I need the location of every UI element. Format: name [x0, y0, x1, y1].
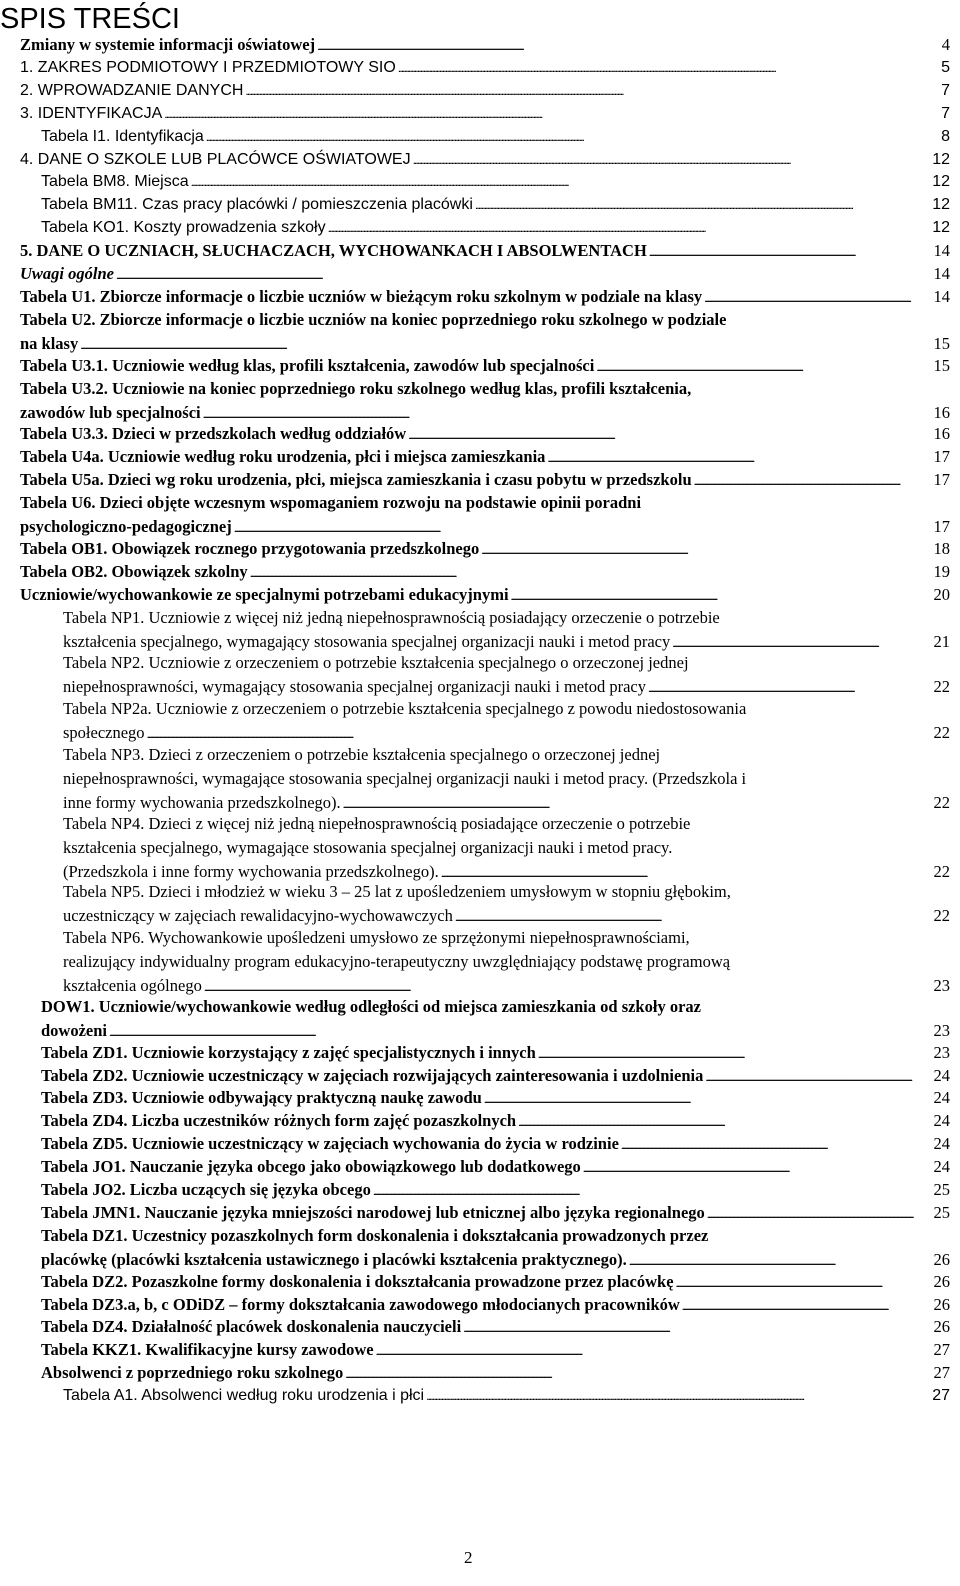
toc-entry[interactable]: [20, 468, 950, 492]
toc-dot-leader: [413, 148, 931, 172]
toc-entry-line: [41, 1064, 950, 1088]
toc-entry-title: Tabela ZD5. Uczniowie uczestniczący w zajęciach wychowania do życia w rodzinie: [41, 1134, 619, 1154]
toc-dot-leader: [426, 1384, 930, 1408]
toc-page-number: 14: [933, 264, 950, 283]
toc-dot-leader: [408, 422, 931, 447]
toc-entry-line: [20, 285, 950, 309]
toc-entry-line: [20, 262, 950, 286]
toc-page-number: 24: [933, 1157, 950, 1177]
toc-entry-line: [41, 1361, 950, 1385]
toc-entry-title: Tabela DZ2. Pozaszkolne formy doskonalenia i dokształcania prowadzone przez placówkę: [41, 1271, 674, 1291]
toc-entry[interactable]: [63, 743, 950, 815]
toc-entry-line: [41, 1338, 950, 1362]
toc-page-number: 18: [933, 538, 950, 558]
toc-entry-title: 2. WPROWADZANIE DANYCH: [20, 81, 244, 99]
toc-entry-line: [20, 468, 950, 492]
toc-page-number: 12: [932, 219, 950, 237]
toc-entry-line: [20, 102, 950, 126]
toc-entry-line: [41, 170, 950, 194]
toc-entry-line: [41, 1019, 950, 1043]
toc-entry-title: Tabela OB2. Obowiązek szkolny: [20, 561, 248, 581]
toc-entry-title: 3. IDENTYFIKACJA: [20, 104, 163, 122]
toc-entry[interactable]: [41, 193, 950, 217]
toc-entry-title: Tabela DZ4. Działalność placówek doskonalenia nauczycieli: [41, 1317, 462, 1337]
toc-entry-title: Tabela U4a. Uczniowie według roku urodzenia, płci i miejsca zamieszkania: [20, 447, 546, 467]
toc-entry-line: [20, 560, 950, 584]
toc-entry[interactable]: [41, 1155, 950, 1179]
toc-dot-leader: [328, 216, 931, 240]
page-title: SPIS TREŚCI: [0, 3, 180, 35]
toc-entry[interactable]: [20, 560, 950, 584]
toc-entry-line: [63, 1384, 950, 1408]
toc-entry-title: niepełnosprawności, wymagające stosowania specjalnej organizacji nauki i metod pracy. (Przedszkola i: [63, 768, 747, 788]
toc-entry-line: [20, 583, 950, 607]
toc-page-number: 22: [933, 906, 950, 926]
toc-page-number: 14: [933, 241, 950, 261]
toc-entry-title: Tabela DZ3.a, b, c ODiDZ – formy dokształcania zawodowego młodocianych pracowników: [41, 1294, 680, 1314]
toc-dot-leader: [676, 1270, 932, 1295]
toc-entry-line: [63, 836, 950, 860]
toc-entry-line: [63, 880, 950, 904]
toc-entry-line: [63, 904, 950, 928]
toc-entry-line: [41, 125, 950, 149]
toc-entry-title: Uczniowie/wychowankowie ze specjalnymi potrzebami edukacyjnymi: [20, 584, 509, 604]
toc-page-number: 4: [941, 35, 950, 54]
toc-page-number: 7: [941, 81, 950, 99]
toc-page-number: 22: [933, 723, 950, 743]
toc-entry[interactable]: [20, 285, 950, 309]
toc-page-number: 16: [933, 402, 950, 422]
toc-entry-title: Tabela NP1. Uczniowie z więcej niż jedną niepełnosprawnością posiadający orzeczenie o potrzebie: [63, 607, 720, 627]
toc-entry[interactable]: [20, 537, 950, 561]
toc-entry-title: Tabela U1. Zbiorcze informacje o liczbie uczniów w bieżącym roku szkolnym w podziale na klasy: [20, 286, 703, 306]
toc-page-number: 20: [933, 584, 950, 604]
toc-dot-leader: [481, 537, 931, 562]
toc-entry-title: niepełnosprawności, wymagający stosowania specjalnej organizacji nauki i metod pracy: [63, 677, 646, 697]
toc-entry-line: [63, 630, 950, 654]
toc-dot-leader: [398, 56, 939, 80]
toc-dot-leader: [694, 468, 932, 493]
toc-entry-title: (Przedszkola i inne formy wychowania przedszkolnego).: [63, 861, 439, 881]
toc-entry-line: [20, 491, 950, 515]
toc-entry[interactable]: [41, 1338, 950, 1362]
toc-entry-title: Tabela U5a. Dzieci wg roku urodzenia, płci, miejsca zamieszkania i czasu pobytu w przedszkolu: [20, 470, 692, 490]
toc-entry[interactable]: [63, 697, 950, 745]
toc-entry-title: Tabela ZD4. Liczba uczestników różnych form zajęć pozaszkolnych: [41, 1111, 517, 1131]
toc-page-number: 27: [933, 1363, 950, 1383]
toc-entry-title: Tabela NP6. Wychowankowie upośledzeni umysłowo ze sprzężonymi niepełnosprawnościami,: [63, 928, 690, 948]
toc-page-number: 25: [933, 1202, 950, 1222]
toc-dot-leader: [707, 1201, 932, 1226]
toc-entry-title: Tabela BM8. Miejsca: [41, 173, 189, 191]
toc-entry-title: Tabela NP2a. Uczniowie z orzeczeniem o potrzebie kształcenia specjalnego z powodu niedostosowania: [63, 699, 747, 719]
toc-dot-leader: [164, 102, 939, 126]
toc-entry[interactable]: [20, 79, 950, 103]
toc-dot-leader: [116, 262, 932, 287]
toc-page-number: 23: [933, 976, 950, 996]
toc-entry-title: Zmiany w systemie informacji oświatowej: [20, 35, 316, 54]
toc-entry-line: [41, 1178, 950, 1202]
toc-entry-line: [20, 56, 950, 80]
toc-entry[interactable]: [20, 308, 950, 356]
toc-entry[interactable]: [20, 33, 950, 57]
toc-entry-line: [20, 537, 950, 561]
toc-entry[interactable]: [20, 102, 950, 126]
toc-entry-line: [63, 721, 950, 745]
toc-entry[interactable]: [41, 1315, 950, 1339]
toc-page-number: 27: [933, 1340, 950, 1360]
toc-dot-leader: [484, 1086, 932, 1111]
toc-entry-title: Tabela NP4. Dzieci z więcej niż jedną niepełnosprawnością posiadające orzeczenie o potrzebie: [63, 813, 691, 833]
toc-entry-line: [20, 308, 950, 332]
toc-entry-line: [41, 1041, 950, 1065]
toc-entry[interactable]: [41, 1270, 950, 1294]
toc-entry-title: Tabela DZ1. Uczestnicy pozaszkolnych form doskonalenia i dokształcania prowadzonych przez: [41, 1225, 709, 1245]
toc-entry-title: społecznego: [63, 723, 145, 743]
toc-dot-leader: [538, 1041, 932, 1066]
toc-entry-title: 1. ZAKRES PODMIOTOWY I PRZEDMIOTOWY SIO: [20, 58, 396, 76]
toc-entry[interactable]: [63, 926, 950, 998]
toc-entry[interactable]: [63, 880, 950, 928]
toc-page-number: 23: [933, 1020, 950, 1040]
toc-entry-line: [41, 1224, 950, 1248]
toc-entry[interactable]: [63, 606, 950, 654]
toc-entry[interactable]: [20, 239, 950, 263]
toc-entry-title: Tabela A1. Absolwenci według roku urodzenia i płci: [63, 1387, 425, 1405]
toc-dot-leader: [682, 1293, 932, 1318]
toc-page-number: 26: [933, 1317, 950, 1337]
toc-entry-title: realizujący indywidualny program edukacyjno-terapeutyczny uwzględniający podstawę programową: [63, 952, 731, 972]
toc-entry[interactable]: [41, 1109, 950, 1133]
toc-entry-title: Tabela U3.2. Uczniowie na koniec poprzedniego roku szkolnego według klas, profili kształcenia,: [20, 378, 692, 398]
toc-entry-line: [41, 995, 950, 1019]
toc-entry-line: [20, 377, 950, 401]
toc-page-number: 12: [932, 196, 950, 214]
toc-entry[interactable]: [20, 262, 950, 286]
toc-page-number: 19: [933, 561, 950, 581]
toc-entry-title: Absolwenci z poprzedniego roku szkolnego: [41, 1363, 344, 1383]
toc-entry[interactable]: [41, 1361, 950, 1385]
toc-entry-title: kształcenia specjalnego, wymagające stosowania specjalnej organizacji nauki i metod pracy.: [63, 837, 673, 857]
toc-entry-title: Tabela NP3. Dzieci z orzeczeniem o potrzebie kształcenia specjalnego o orzeczonej jednej: [63, 744, 661, 764]
toc-page-number: 21: [933, 631, 950, 651]
toc-dot-leader: [373, 1178, 932, 1203]
toc-entry-line: [63, 697, 950, 721]
toc-entry-title: Tabela U6. Dzieci objęte wczesnym wspomaganiem rozwoju na podstawie opinii poradni: [20, 493, 642, 512]
page-number: 2: [464, 1548, 473, 1567]
toc-page-number: 5: [941, 58, 950, 76]
toc-entry-title: placówkę (placówki kształcenia ustawicznego i placówki kształcenia praktycznego).: [41, 1249, 627, 1269]
toc-page-number: 23: [933, 1042, 950, 1062]
toc-entry-line: [20, 239, 950, 263]
toc-entry[interactable]: [20, 422, 950, 446]
toc-page-number: 16: [933, 424, 950, 444]
toc-entry[interactable]: [41, 1293, 950, 1317]
toc-page-number: 24: [933, 1088, 950, 1108]
toc-entry[interactable]: [20, 445, 950, 469]
toc-entry-line: [63, 606, 950, 630]
toc-page-number: 22: [933, 677, 950, 697]
toc-entry-line: [41, 1315, 950, 1339]
toc-entry-title: Tabela JO1. Nauczanie języka obcego jako obowiązkowego lub dodatkowego: [41, 1157, 581, 1177]
toc-dot-leader: [583, 1155, 932, 1180]
toc-entry-line: [63, 675, 950, 699]
toc-entry-title: Tabela ZD1. Uczniowie korzystający z zajęć specjalistycznych i innych: [41, 1042, 536, 1062]
toc-entry-line: [41, 193, 950, 217]
toc-dot-leader: [621, 1132, 932, 1157]
toc-dot-leader: [518, 1109, 931, 1134]
toc-dot-leader: [475, 193, 930, 217]
toc-entry-line: [20, 445, 950, 469]
toc-entry-line: [20, 354, 950, 378]
toc-entry-title: kształcenia ogólnego: [63, 976, 202, 996]
toc-entry-title: Tabela U3.3. Dzieci w przedszkolach według oddziałów: [20, 424, 407, 444]
toc-entry-line: [41, 1248, 950, 1272]
toc-page-number: 8: [941, 127, 950, 145]
toc-entry-line: [41, 1132, 950, 1156]
toc-entry-title: 4. DANE O SZKOLE LUB PLACÓWCE OŚWIATOWEJ: [20, 150, 411, 168]
toc-entry-line: [63, 743, 950, 767]
toc-entry-title: inne formy wychowania przedszkolnego).: [63, 792, 341, 812]
toc-entry-line: [41, 1270, 950, 1294]
toc-entry-title: Tabela JO2. Liczba uczących się języka obcego: [41, 1180, 371, 1199]
toc-page-number: 17: [933, 517, 950, 536]
toc-page-number: 15: [933, 333, 950, 353]
toc-page-number: 25: [933, 1180, 950, 1199]
toc-entry-line: [41, 1086, 950, 1110]
toc-entry-title: 5. DANE O UCZNIACH, SŁUCHACZACH, WYCHOWANKACH I ABSOLWENTACH: [20, 241, 647, 261]
toc-dot-leader: [704, 285, 931, 310]
toc-entry-title: Tabela NP2. Uczniowie z orzeczeniem o potrzebie kształcenia specjalnego o orzeczonej jednej: [63, 653, 689, 673]
toc-entry-line: [20, 148, 950, 172]
toc-page-number: 7: [941, 104, 950, 122]
toc-dot-leader: [250, 560, 932, 585]
toc-entry-title: kształcenia specjalnego, wymagający stosowania specjalnej organizacji nauki i metod pracy: [63, 631, 671, 651]
toc-entry-line: [63, 812, 950, 836]
toc-entry-line: [20, 33, 950, 57]
toc-entry-title: Tabela JMN1. Nauczanie języka mniejszości narodowej lub etnicznej albo języka regionalnego: [41, 1202, 705, 1222]
toc-entry[interactable]: [63, 651, 950, 699]
toc-dot-leader: [345, 1361, 931, 1386]
toc-entry-title: Tabela U2. Zbiorcze informacje o liczbie uczniów na koniec poprzedniego roku szkolnego w podziale: [20, 309, 727, 329]
toc-entry-title: Tabela KKZ1. Kwalifikacyjne kursy zawodowe: [41, 1340, 374, 1360]
toc-page-number: 12: [932, 173, 950, 191]
toc-dot-leader: [705, 1064, 931, 1089]
toc-entry-title: Tabela I1. Identyfikacja: [41, 127, 204, 145]
toc-dot-leader: [511, 583, 932, 608]
toc-entry-line: [41, 1201, 950, 1225]
toc-entry[interactable]: [41, 1201, 950, 1225]
toc-page-number: 12: [932, 150, 950, 168]
toc-entry-title: zawodów lub specjalności: [20, 402, 201, 422]
toc-entry-title: DOW1. Uczniowie/wychowankowie według odległości od miejsca zamieszkania od szkoły oraz: [41, 996, 701, 1016]
toc-page-number: 14: [933, 286, 950, 306]
toc-page-number: 26: [933, 1294, 950, 1314]
toc-entry-line: [20, 332, 950, 356]
toc-entry-title: Uwagi ogólne: [20, 264, 114, 283]
toc-entry[interactable]: [20, 148, 950, 172]
toc-entry-title: na klasy: [20, 333, 79, 353]
toc-entry[interactable]: [20, 354, 950, 378]
toc-entry[interactable]: [41, 995, 950, 1043]
toc-entry-line: [63, 926, 950, 950]
toc-entry[interactable]: [41, 216, 950, 240]
toc-entry[interactable]: [63, 1384, 950, 1408]
toc-entry-title: psychologiczno-pedagogicznej: [20, 517, 232, 536]
toc-page-number: 17: [933, 470, 950, 490]
toc-entry-line: [63, 651, 950, 675]
toc-page-number: 22: [933, 792, 950, 812]
toc-entry-line: [20, 401, 950, 425]
toc-dot-leader: [191, 170, 931, 194]
toc-entry-title: Tabela NP5. Dzieci i młodzież w wieku 3 – 25 lat z upośledzeniem umysłowym w stopniu głębokim,: [63, 882, 731, 902]
toc-dot-leader: [547, 445, 931, 470]
toc-page-number: 17: [933, 447, 950, 467]
toc-page-number: 15: [933, 355, 950, 375]
toc-entry-title: Tabela ZD2. Uczniowie uczestniczący w zajęciach rozwijających zainteresowania i uzdolnienia: [41, 1065, 704, 1085]
toc-dot-leader: [649, 239, 932, 264]
toc-dot-leader: [463, 1315, 931, 1340]
toc-entry[interactable]: [41, 1224, 950, 1272]
toc-entry-line: [41, 1155, 950, 1179]
toc-entry-line: [20, 515, 950, 539]
toc-page-number: 24: [933, 1134, 950, 1154]
toc-page-number: 26: [933, 1271, 950, 1291]
toc-entry-title: Tabela ZD3. Uczniowie odbywający praktyczną naukę zawodu: [41, 1088, 482, 1108]
toc-dot-leader: [596, 354, 931, 379]
toc-page-number: 24: [933, 1065, 950, 1085]
toc-dot-leader: [376, 1338, 932, 1363]
toc-page-number: 27: [932, 1387, 950, 1405]
toc-entry-line: [20, 79, 950, 103]
toc-entry[interactable]: [41, 170, 950, 194]
toc-entry[interactable]: [63, 812, 950, 884]
toc-entry[interactable]: [41, 1178, 950, 1202]
toc-entry[interactable]: [20, 583, 950, 607]
toc-entry-title: Tabela OB1. Obowiązek rocznego przygotowania przedszkolnego: [20, 538, 480, 558]
toc-entry[interactable]: [41, 1064, 950, 1088]
toc-entry[interactable]: [41, 125, 950, 149]
toc-dot-leader: [245, 79, 939, 103]
toc-entry-line: [63, 767, 950, 791]
toc-dot-leader: [317, 33, 940, 58]
toc-entry[interactable]: [20, 491, 950, 539]
toc-entry[interactable]: [20, 56, 950, 80]
toc-entry[interactable]: [41, 1132, 950, 1156]
toc-entry-line: [41, 1109, 950, 1133]
toc-page-number: 24: [933, 1111, 950, 1131]
toc-entry-title: Tabela BM11. Czas pracy placówki / pomieszczenia placówki: [41, 196, 473, 214]
toc-entry[interactable]: [20, 377, 950, 425]
toc-entry-line: [20, 422, 950, 446]
toc-entry-title: dowożeni: [41, 1020, 107, 1040]
toc-entry-line: [41, 1293, 950, 1317]
toc-page-number: 26: [933, 1249, 950, 1269]
toc-entry-title: Tabela U3.1. Uczniowie według klas, profili kształcenia, zawodów lub specjalności: [20, 355, 595, 375]
toc-entry-line: [63, 950, 950, 974]
toc-entry-title: uczestniczący w zajęciach rewalidacyjno-wychowawczych: [63, 906, 453, 926]
toc-entry-title: Tabela KO1. Koszty prowadzenia szkoły: [41, 219, 326, 237]
toc-entry[interactable]: [41, 1086, 950, 1110]
toc-dot-leader: [206, 125, 939, 149]
toc-entry[interactable]: [41, 1041, 950, 1065]
toc-page-number: 22: [933, 861, 950, 881]
toc-entry-line: [41, 216, 950, 240]
